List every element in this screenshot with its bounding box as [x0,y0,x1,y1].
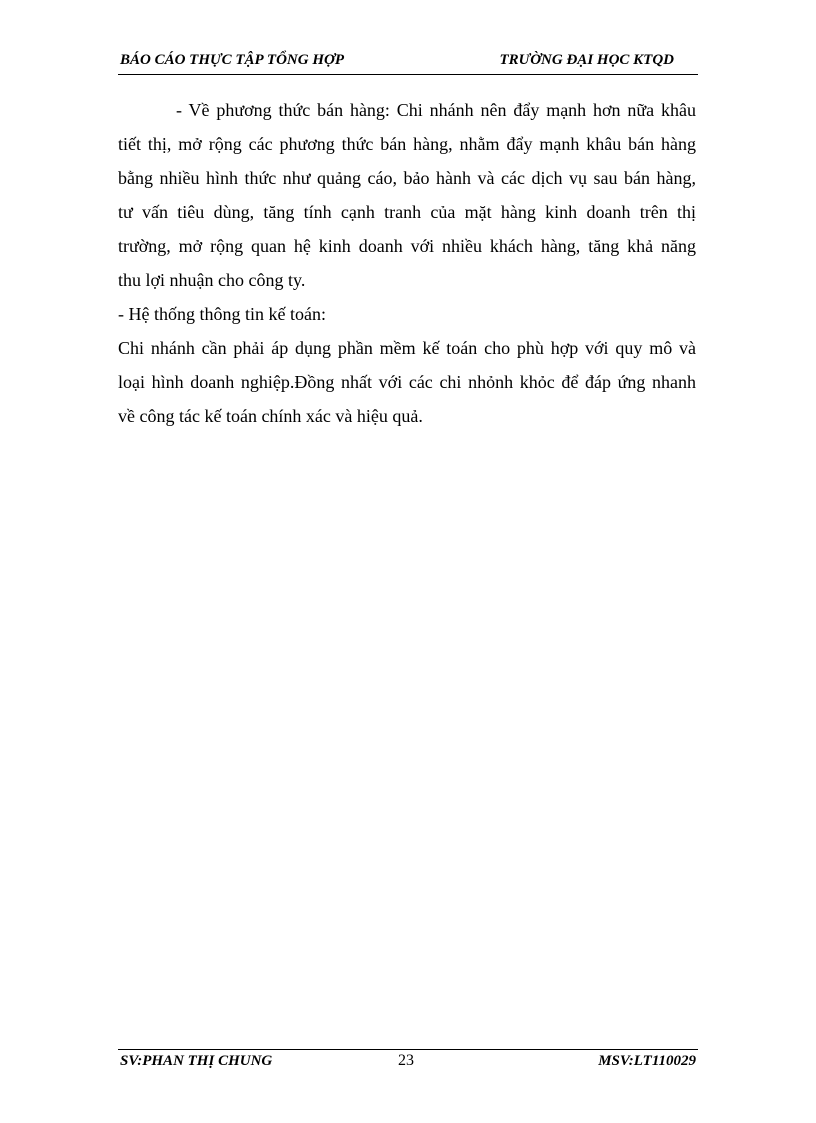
body-line: tư vấn tiêu dùng, tăng tính cạnh tranh của mặt hàng kinh doanh trên thị [118,202,696,222]
header-report-title: BÁO CÁO THỰC TẬP TỔNG HỢP [120,52,344,68]
body-line: thu lợi nhuận cho công ty. [118,270,306,290]
body-line: loại hình doanh nghiệp.Đồng nhất với các chi nhỏnh khỏc để đáp ứng nhanh [118,372,696,392]
body-line: trường, mở rộng quan hệ kinh doanh với nhiều khách hàng, tăng khả năng [118,236,696,256]
footer-student-name: SV:PHAN THỊ CHUNG [120,1053,273,1069]
body-line: về công tác kế toán chính xác và hiệu quả. [118,406,423,426]
body-line: bằng nhiều hình thức như quảng cáo, bảo hành và các dịch vụ sau bán hàng, [118,168,696,188]
body-line: - Về phương thức bán hàng: Chi nhánh nên đẩy mạnh hơn nữa khâu [176,100,696,120]
footer-student-id: MSV:LT110029 [598,1053,696,1069]
body-line: tiết thị, mở rộng các phương thức bán hàng, nhằm đẩy mạnh khâu bán hàng [118,134,696,154]
page-number: 23 [398,1052,414,1069]
body-line: Chi nhánh cần phải áp dụng phần mềm kế toán cho phù hợp với quy mô và [118,338,696,358]
header-university: TRƯỜNG ĐẠI HỌC KTQD [499,52,674,68]
body-line: - Hệ thống thông tin kế toán: [118,304,326,324]
page-footer [118,1049,698,1072]
page-header [118,52,698,75]
